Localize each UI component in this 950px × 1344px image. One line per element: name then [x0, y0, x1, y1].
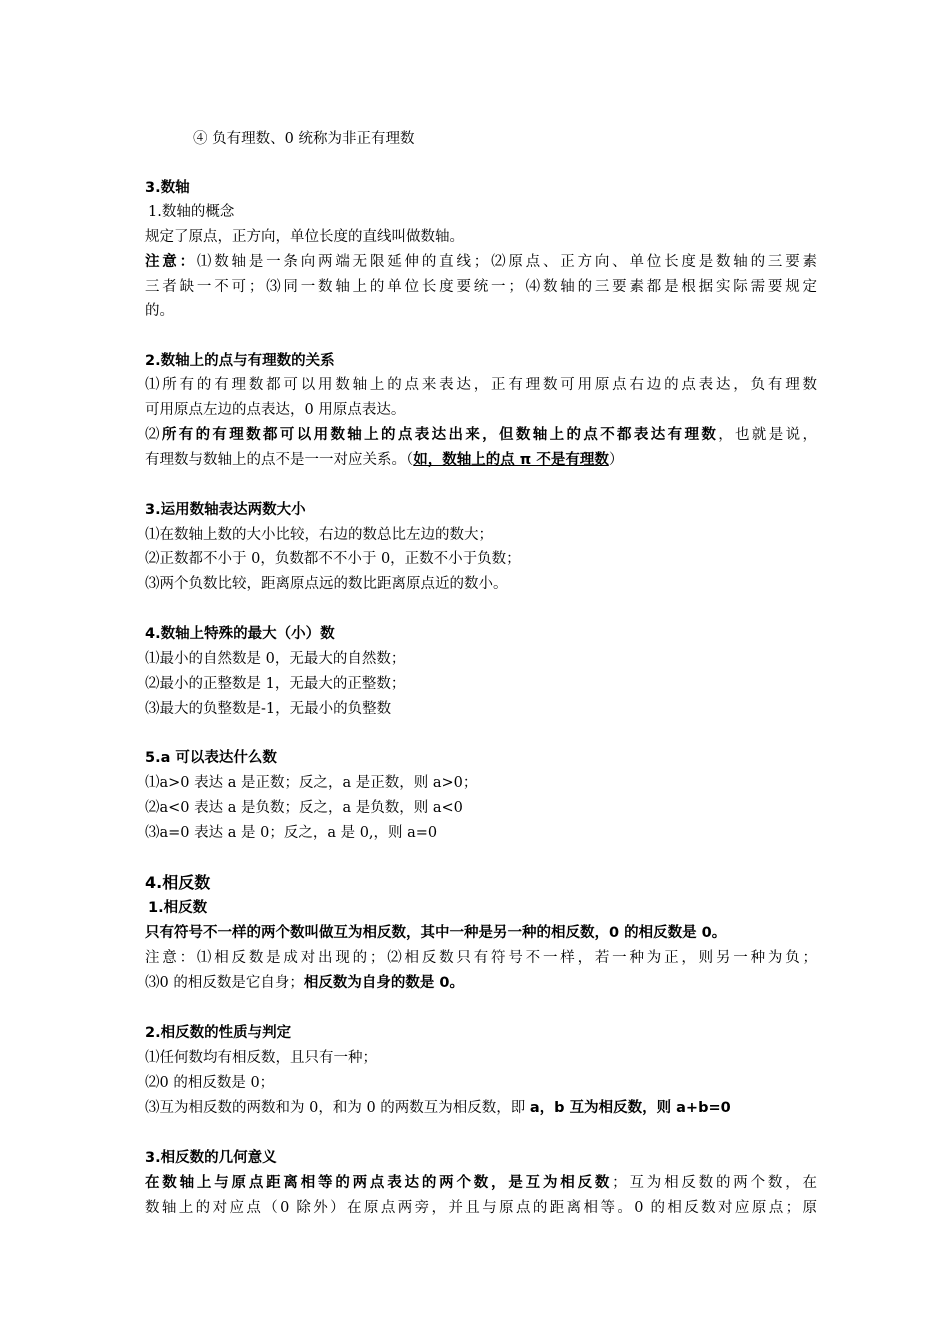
subheading-points-and-rationals: 2.数轴上的点与有理数的关系	[145, 353, 335, 369]
point-2-rest: ，也就是说，	[718, 427, 817, 443]
point-2-marker: ⑵	[145, 427, 162, 443]
subheading-opposite: 1.相反数	[148, 900, 208, 916]
subheading-concept: 1.数轴的概念	[148, 204, 235, 220]
subheading-geometric-meaning: 3.相反数的几何意义	[145, 1150, 277, 1166]
geometric-line-2: 数轴上的对应点（0 除外）在原点两旁，并且与原点的距离相等。0 的相反数对应原点；原	[145, 1200, 817, 1216]
point-2-bold: 所有的有理数都可以用数轴上的点表达出来，但数轴上的点不都表达有理数	[161, 427, 719, 443]
opposite-note-line-2	[145, 971, 817, 995]
subheading-what-a-means: 5.a 可以表达什么数	[145, 750, 277, 766]
special-item-1: ⑴最小的自然数是 0，无最大的自然数；	[145, 651, 406, 667]
geometric-rest: ；互为相反数的两个数，在	[612, 1175, 817, 1191]
point-2-line-2	[145, 448, 817, 472]
compare-item-3: ⑶两个负数比较，距离原点远的数比距离原点近的数小。	[145, 576, 508, 592]
special-item-3: ⑶最大的负整数是-1，无最小的负整数	[145, 701, 392, 717]
note-line-3: 的。	[145, 303, 174, 319]
note-line-2: 三者缺一不可；⑶同一数轴上的单位长度要统一；⑷数轴的三要素都是根据实际需要规定	[145, 279, 817, 295]
subheading-special-numbers: 4.数轴上特殊的最大（小）数	[145, 626, 335, 642]
special-item-2: ⑵最小的正整数是 1，无最大的正整数；	[145, 676, 406, 692]
opposite-note-line-1: 注意：⑴相反数是成对出现的；⑵相反数只有符号不一样，若一种为正，则另一种为负；	[145, 950, 817, 966]
definition-number-line: 规定了原点，正方向，单位长度的直线叫做数轴。	[145, 229, 464, 245]
geometric-line-1	[145, 1171, 817, 1195]
compare-item-1: ⑴在数轴上数的大小比较，右边的数总比左边的数大；	[145, 527, 493, 543]
property-3-bold: a，b 互为相反数，则 a+b=0	[529, 1100, 731, 1116]
subheading-properties: 2.相反数的性质与判定	[145, 1025, 292, 1041]
intro-item-4: ④ 负有理数、0 统称为非正有理数	[193, 131, 415, 147]
point-2-example: 如，数轴上的点 π 不是有理数	[413, 452, 609, 468]
subheading-compare: 3.运用数轴表达两数大小	[145, 502, 306, 518]
compare-item-2: ⑵正数都不小于 0，负数都不不小于 0，正数不小于负数；	[145, 551, 521, 567]
note-line-1	[145, 250, 817, 274]
property-item-3	[145, 1096, 817, 1120]
property-item-2: ⑵0 的相反数是 0；	[145, 1075, 275, 1091]
a-item-2: ⑵a<0 表达 a 是负数；反之，a 是负数，则 a<0	[145, 800, 463, 816]
a-item-3: ⑶a=0 表达 a 是 0；反之，a 是 0,，则 a=0	[145, 825, 438, 841]
opposite-note-pre: ⑶0 的相反数是它自身；	[145, 975, 304, 991]
geometric-bold: 在数轴上与原点距离相等的两点表达的两个数，是互为相反数	[145, 1175, 613, 1191]
point-1-line-2: 可用原点左边的点表达，0 用原点表达。	[145, 402, 406, 418]
a-item-1: ⑴a>0 表达 a 是正数；反之，a 是正数，则 a>0；	[145, 775, 478, 791]
point-2-l2-pre: 有理数与数轴上的点不是一一对应关系。（	[145, 452, 414, 468]
point-1-line-1: ⑴所有的有理数都可以用数轴上的点来表达，正有理数可用原点右边的点表达，负有理数	[145, 377, 817, 393]
section-heading-opposite: 4.相反数	[145, 873, 211, 892]
point-2-line-1	[145, 423, 817, 447]
property-3-pre: ⑶互为相反数的两数和为 0，和为 0 的两数互为相反数，即	[145, 1100, 530, 1116]
note-label: 注意：	[145, 254, 197, 270]
point-2-l2-post: ）	[608, 452, 624, 468]
opposite-note-bold: 相反数为自身的数是 0。	[303, 975, 464, 991]
note-text: ⑴数轴是一条向两端无限延伸的直线；⑵原点、正方向、单位长度是数轴的三要素	[196, 254, 818, 270]
section-heading-number-line: 3.数轴	[145, 180, 190, 196]
property-item-1: ⑴任何数均有相反数，且只有一种；	[145, 1050, 377, 1066]
definition-opposite: 只有符号不一样的两个数叫做互为相反数，其中一种是另一种的相反数，0 的相反数是 0。	[145, 925, 727, 941]
